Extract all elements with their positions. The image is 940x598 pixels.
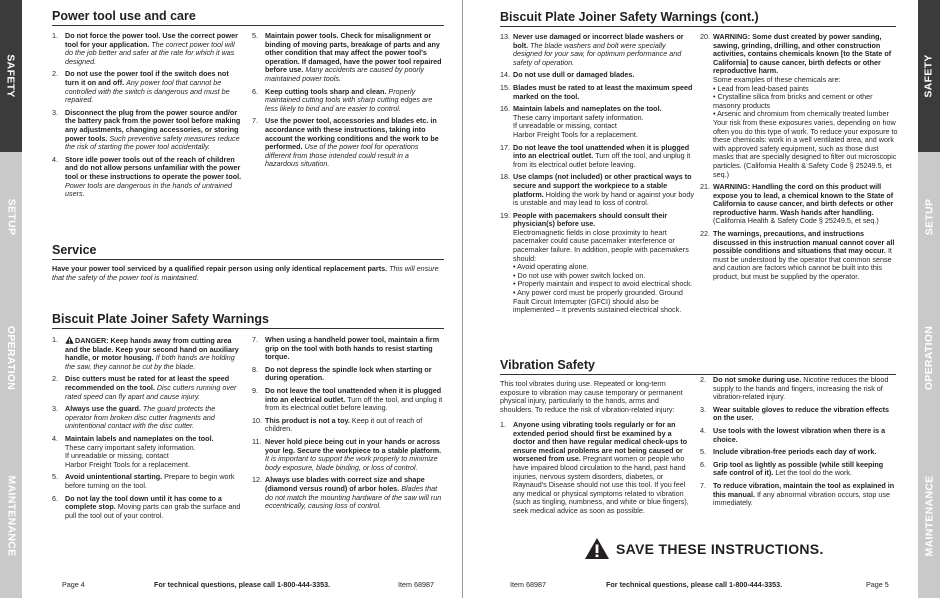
item-regular-text: Electromagnetic fields in close proximity to heart pacemaker could cause pacemaker interference or pacemaker failure. In addition, people with pacemakers should:: [513, 227, 689, 263]
item-bold-text: Keep cutting tools sharp and clean.: [265, 86, 387, 96]
item-number-label: 11.: [252, 436, 262, 446]
item-bold-text: Include vibration-free periods each day of work.: [713, 447, 877, 457]
item-bold-text: The warnings, precautions, and instructions discussed in this instruction manual cannot cover all possible conditions and situations that may occur.: [713, 229, 895, 256]
item-regular-text: Harbor Freight Tools for a replacement.: [65, 459, 190, 469]
item-regular-text: If unreadable or missing, contact: [513, 121, 617, 131]
tab-setup[interactable]: SETUP: [918, 152, 940, 282]
heading-use-care: Power tool use and care: [52, 9, 444, 26]
item-regular-text: These carry important safety information.: [513, 112, 644, 122]
cont-column-1: [500, 33, 696, 319]
list-item: [700, 33, 898, 179]
list-item: [700, 183, 898, 226]
item-italic-text: If both hands are holding the saw, they cannot be cut by the blade.: [65, 353, 235, 371]
item-text: [65, 435, 242, 469]
item-number-label: 16.: [500, 104, 510, 114]
item-text: [713, 376, 898, 402]
heading-vibration: Vibration Safety: [500, 358, 896, 375]
item-bold-text: Anyone using vibrating tools regularly or for an extended period should first be examined by a doctor and then have regular medical check-ups to ensure medical problems are not being caused or worsened from use.: [513, 420, 688, 464]
list-item: [700, 482, 898, 508]
item-bold-text: Grip tool as lightly as possible (while still keeping safe control of it).: [713, 459, 884, 478]
list-item: [500, 212, 696, 315]
item-number-label: 14.: [500, 70, 510, 80]
item-text: [65, 405, 242, 431]
item-text: [513, 71, 696, 80]
tab-safety[interactable]: SAFETY: [918, 0, 940, 152]
biscuit-column-2: [252, 336, 444, 515]
item-bold-text: Do not depress the spindle lock when starting or during operation.: [265, 364, 432, 383]
list-item: [500, 421, 692, 516]
item-italic-text: Power tools are dangerous in the hands of untrained users.: [65, 180, 233, 199]
item-bold-text: Store idle power tools out of the reach of children and do not allow persons unfamiliar with the power tool or these instructions to operate the power tool.: [65, 154, 242, 181]
item-text: [265, 476, 444, 510]
item-regular-text: Harbor Freight Tools for a replacement.: [513, 129, 638, 139]
list-item: [252, 366, 444, 383]
item-bold-text: To reduce vibration, maintain the tool as explained in this manual.: [713, 480, 895, 499]
item-number-label: 5.: [252, 31, 258, 40]
list-item: [52, 473, 242, 490]
item-text: [713, 482, 898, 508]
item-text: [65, 109, 242, 152]
list-item: [252, 32, 444, 84]
item-regular-text: • Properly maintain and inspect to avoid electrical shock.: [513, 279, 693, 289]
item-number-label: 3.: [52, 107, 58, 117]
list-item: [52, 495, 242, 521]
item-bold-text: This product is not a toy.: [265, 415, 350, 425]
item-bold-text: Use clamps (not included) or other practical ways to secure and support the workpiece to a stable platform.: [513, 172, 692, 199]
tech-support-line: For technical questions, please call 1-800-444-3353.: [606, 580, 783, 589]
item-italic-text: It is important to support the work properly to minimize body exposure, blade binding, or loss of control.: [265, 454, 438, 472]
item-bold-text: Never use damaged or incorrect blade washers or bolt.: [513, 32, 684, 50]
item-bold-text: When using a handheld power tool, maintain a firm grip on the tool with both hands to resist starting torque.: [265, 335, 440, 362]
list-item: [52, 109, 242, 152]
item-text: [513, 33, 696, 67]
vibration-intro: This tool vibrates during use. Repeated or long-term exposure to vibration may cause temporary or permanent physical injury, particularly to the hands, arms and shoulders. To reduce the risk of vibration-related injury:: [500, 379, 683, 414]
item-text: [65, 336, 242, 371]
warning-icon: [65, 336, 74, 344]
list-item: [52, 336, 242, 371]
item-regular-text: • Lead from lead-based paints: [713, 83, 809, 93]
item-text: [65, 32, 242, 66]
list-item: [52, 405, 242, 431]
item-regular-text: • Avoid operating alone.: [513, 262, 589, 272]
list-item: [500, 105, 696, 139]
item-regular-text: Turn off the tool, and unplug it from its electrical outlet before leaving.: [513, 151, 691, 169]
item-italic-text: The blade washers and bolt were specially designed for your saw, for optimum performance and safety of operation.: [513, 40, 682, 67]
item-regular-text: Prepare to begin work before turning on the tool.: [65, 472, 235, 490]
item-italic-text: Use of the power tool for operations different from those intended could result in a hazardous situation.: [265, 142, 419, 169]
item-number-label: 5.: [700, 447, 706, 457]
item-bold-text: Maintain power tools. Check for misalignment or binding of moving parts, breakage of parts and any other condition that may affect the power tool's operation. If damaged, have the power tool repaired before use.: [265, 31, 442, 75]
item-bold-text: Always use blades with correct size and shape (diamond versus round) of arbor holes.: [265, 475, 425, 493]
item-bold-text: Do not use the power tool if the switch does not turn it on and off.: [65, 69, 229, 87]
item-regular-text: Let the tool do the work.: [775, 468, 853, 478]
item-text: [713, 448, 898, 457]
item-number-label: 8.: [252, 364, 258, 374]
item-bold-text: Maintain labels and nameplates on the tool.: [65, 433, 214, 443]
list-item: [52, 70, 242, 104]
item-italic-text: Such preventive safety measures reduce the risk of starting the power tool accidentally.: [65, 133, 240, 152]
item-bold-text: WARNING: Handling the cord on this product will expose you to lead, a chemical known to the State of California to cause cancer, and birth defects or other reproductive harm. Wash hands after handling.: [713, 182, 894, 217]
list-item: [700, 230, 898, 282]
tab-operation[interactable]: OPERATION: [0, 282, 22, 434]
item-number-label: 7.: [252, 116, 258, 126]
item-regular-text: Moving parts can grab the surface and pull the tool out of your control.: [65, 502, 241, 520]
item-text: [65, 156, 242, 199]
item-bold-text: Always use the guard.: [65, 404, 141, 414]
item-bold-text: Do not use dull or damaged blades.: [513, 70, 635, 80]
item-text: [65, 375, 242, 401]
item-text: [713, 406, 898, 423]
item-italic-text: Any power tool that cannot be controlled with the switch is dangerous and must be repaired.: [65, 77, 230, 105]
manual-page-4: [0, 0, 463, 598]
item-number-label: 5.: [52, 472, 58, 482]
item-number-label: 4.: [52, 433, 58, 443]
save-instructions-label: SAVE THESE INSTRUCTIONS.: [616, 540, 824, 557]
item-number-label: 6.: [52, 493, 58, 503]
list-item: [700, 406, 898, 423]
item-italic-text: Properly maintained cutting tools with sharp cutting edges are less likely to bind and are easier to control.: [265, 86, 433, 113]
item-text: [513, 212, 696, 315]
cont-column-2: [700, 33, 898, 286]
item-number-label: 3.: [700, 404, 706, 414]
item-text: [513, 173, 696, 207]
item-bold-text: DANGER: Keep hands away from cutting area and the blade. Keep your second hand on auxiliary handle, or motor housing.: [65, 336, 239, 363]
warning-triangle-icon: [584, 537, 610, 560]
tab-setup[interactable]: SETUP: [0, 152, 22, 282]
item-regular-text: If any abnormal vibration occurs, stop use immediately.: [713, 489, 890, 508]
list-item: [500, 71, 696, 80]
item-number: Item 68987: [510, 580, 546, 589]
item-number-label: 10.: [252, 415, 262, 425]
item-number-label: 7.: [700, 480, 706, 490]
item-number-label: 22.: [700, 229, 710, 239]
list-item: [252, 336, 444, 362]
list-item: [52, 375, 242, 401]
item-number-label: 2.: [52, 374, 58, 384]
item-bold-text: Blades must be rated to at least the maximum speed marked on the tool.: [513, 82, 693, 101]
item-bold-text: Do not smoke during use.: [713, 375, 802, 384]
item-bold-text: Use the power tool, accessories and blades etc. in accordance with these instructions, taking into account the working conditions and the work to be performed.: [265, 116, 439, 152]
item-italic-text: Many accidents are caused by poorly maintained power tools.: [265, 65, 425, 83]
item-number-label: 18.: [500, 172, 510, 182]
item-bold-text: Wear suitable gloves to reduce the vibration effects on the user.: [713, 404, 890, 423]
item-text: [65, 70, 242, 104]
list-item: [252, 387, 444, 413]
item-regular-text: • Do not use with power switch locked on.: [513, 270, 646, 280]
item-bold-text: Use tools with the lowest vibration when there is a choice.: [713, 425, 886, 444]
item-text: [265, 88, 444, 114]
item-bold-text: Do not lay the tool down until it has come to a complete stop.: [65, 493, 222, 512]
list-item: [500, 84, 696, 101]
item-text: [265, 117, 444, 169]
item-bold-text: Do not leave the tool unattended when it is plugged into an electrical outlet.: [265, 385, 442, 404]
vibration-column-2: [700, 376, 898, 512]
item-number-label: 1.: [52, 31, 58, 40]
item-text: [65, 495, 242, 521]
item-number-label: 3.: [52, 404, 58, 414]
tab-operation[interactable]: OPERATION: [918, 282, 940, 434]
item-number-label: 21.: [700, 182, 710, 192]
list-item: [700, 461, 898, 478]
vibration-column-1: [500, 421, 692, 520]
item-regular-text: If unreadable or missing, contact: [65, 451, 169, 461]
item-regular-text: It must be understood by the operator that common sense and caution are factors which cannot be built into this product, but must be supplied by the operator.: [713, 246, 892, 282]
item-number-label: 2.: [700, 375, 706, 384]
list-item: [700, 376, 898, 402]
item-number: Item 68987: [398, 580, 434, 589]
item-number-label: 13.: [500, 32, 510, 41]
item-bold-text: Do not leave the tool unattended when it is plugged into an electrical outlet.: [513, 142, 690, 161]
item-regular-text: Nicotine reduces the blood supply to the hands and fingers, increasing the risk of vibration-related injury.: [713, 375, 889, 402]
save-instructions-banner: [584, 537, 824, 560]
item-bold-text: Do not force the power tool. Use the correct power tool for your application.: [65, 31, 238, 49]
item-text: [513, 84, 696, 101]
heading-biscuit-cont: Biscuit Plate Joiner Safety Warnings (cont.): [500, 10, 896, 27]
item-regular-text: Pregnant women or people who have impaired blood circulation to the hand, past hand injuries, nervous system disorders, diabetes, or Raynaud's Disease should not use this tool. If you feel any medical or physical symptoms related to vibration (such as tingling, numbness, and white or blue fingers), seek medical advice as soon as possible.: [513, 454, 689, 515]
manual-page-5: [464, 0, 940, 598]
item-bold-text: Disc cutters must be rated for at least the speed recommended on the tool.: [65, 374, 230, 392]
item-text: [513, 421, 692, 516]
item-text: [713, 427, 898, 444]
list-item: [700, 427, 898, 444]
item-italic-text: The correct power tool will do the job better and safer at the rate for which it was designed.: [65, 39, 235, 66]
item-number-label: 20.: [700, 32, 710, 41]
item-regular-text: Turn off the tool, and unplug it from its electrical outlet before leaving.: [265, 394, 443, 413]
list-item: [500, 33, 696, 67]
list-item: [252, 117, 444, 169]
item-regular-text: (California Health & Safety Code § 25249.5, et seq.): [713, 216, 879, 226]
item-italic-text: The guard protects the operator from broken disc cutter fragments and unintentional contact with the disc cutter.: [65, 404, 216, 431]
item-regular-text: Holding the work by hand or against your body is unstable and may lead to loss of control.: [513, 189, 694, 208]
item-number-label: 15.: [500, 82, 510, 92]
item-number-label: 1.: [52, 335, 58, 344]
item-number-label: 2.: [52, 69, 58, 79]
page-number: Page 5: [866, 580, 889, 589]
list-item: [500, 173, 696, 207]
item-text: [265, 438, 444, 472]
tab-safety[interactable]: SAFETY: [0, 0, 22, 152]
list-item: [52, 435, 242, 469]
item-bold-text: Maintain labels and nameplates on the tool.: [513, 104, 662, 114]
list-item: [52, 156, 242, 199]
item-number-label: 6.: [252, 86, 258, 96]
item-text: [265, 366, 444, 383]
item-regular-text: Keep it out of reach of children.: [265, 415, 423, 434]
list-item: [500, 144, 696, 170]
list-item: [700, 448, 898, 457]
item-number-label: 17.: [500, 142, 510, 152]
list-item: [252, 438, 444, 472]
list-item: [52, 32, 242, 66]
item-number-label: 9.: [252, 385, 258, 395]
item-text: [713, 183, 898, 226]
item-text: [265, 336, 444, 362]
item-regular-text: Some examples of these chemicals are:: [713, 74, 841, 84]
item-regular-text: Your risk from these exposures varies, depending on how often you do this type of work. To reduce your exposure to these chemicals: work in a well ventilated area, and work with approved safety equipment, such as those dust masks that are specially designed to filter out microscopic particles. (California Health & Safety Code § 25249.5, et seq.): [713, 117, 898, 179]
use-care-column-1: [52, 32, 242, 203]
item-regular-text: • Crystalline silica from bricks and cement or other masonry products: [713, 92, 873, 110]
page-number: Page 4: [62, 580, 85, 589]
item-bold-text: Avoid unintentional starting.: [65, 472, 163, 482]
item-italic-text: Disc cutters running over rated speed can fly apart and cause injury.: [65, 382, 237, 401]
list-item: [252, 476, 444, 510]
item-text: [713, 33, 898, 179]
item-bold-text: Never hold piece being cut in your hands or across your leg. Secure the workpiece to a stable platform.: [265, 436, 442, 455]
item-number-label: 19.: [500, 210, 510, 220]
tab-maintenance[interactable]: MAINTENANCE: [918, 434, 940, 598]
item-regular-text: These carry important safety information.: [65, 442, 196, 452]
item-regular-text: • Arsenic and chromium from chemically treated lumber: [713, 109, 889, 119]
service-text: Have your power tool serviced by a qualified repair person using only identical replacement parts. This will ensure that the safety of the power tool is maintained.: [52, 264, 439, 282]
tech-support-line: For technical questions, please call 1-800-444-3353.: [154, 580, 331, 589]
heading-service: Service: [52, 243, 444, 260]
heading-biscuit-warnings: Biscuit Plate Joiner Safety Warnings: [52, 312, 444, 329]
biscuit-column-1: [52, 336, 242, 524]
item-text: [513, 144, 696, 170]
item-number-label: 6.: [700, 459, 706, 469]
item-text: [65, 473, 242, 490]
list-item: [252, 417, 444, 434]
item-bold-text: Disconnect the plug from the power source and/or the battery pack from the power tool before making any adjustments, changing accessories, or storing power tools.: [65, 107, 241, 143]
item-text: [513, 105, 696, 139]
item-text: [713, 461, 898, 478]
list-item: [252, 88, 444, 114]
tab-maintenance[interactable]: MAINTENANCE: [0, 434, 22, 598]
item-number-label: 4.: [52, 154, 58, 164]
item-number-label: 7.: [252, 335, 258, 344]
item-text: [265, 32, 444, 84]
item-bold-text: WARNING: Some dust created by power sanding, sawing, grinding, drilling, and other construction activities, contains chemicals known [to the State of California] to cause cancer, birth defects or other reproductive harm.: [713, 32, 892, 76]
item-text: [265, 387, 444, 413]
item-text: [265, 417, 444, 434]
item-italic-text: Blades that do not match the mounting hardware of the saw will run eccentrically, causing loss of control.: [265, 483, 442, 511]
item-text: [713, 230, 898, 282]
use-care-column-2: [252, 32, 444, 173]
item-number-label: 1.: [500, 420, 506, 429]
item-number-label: 12.: [252, 475, 262, 485]
item-regular-text: • Any power cord must be properly grounded. Ground Fault Circuit Interrupter (GFCI) should also be implemented – it prevents sustained electrical shock.: [513, 288, 683, 315]
item-number-label: 4.: [700, 425, 706, 435]
item-bold-text: People with pacemakers should consult their physician(s) before use.: [513, 210, 668, 229]
